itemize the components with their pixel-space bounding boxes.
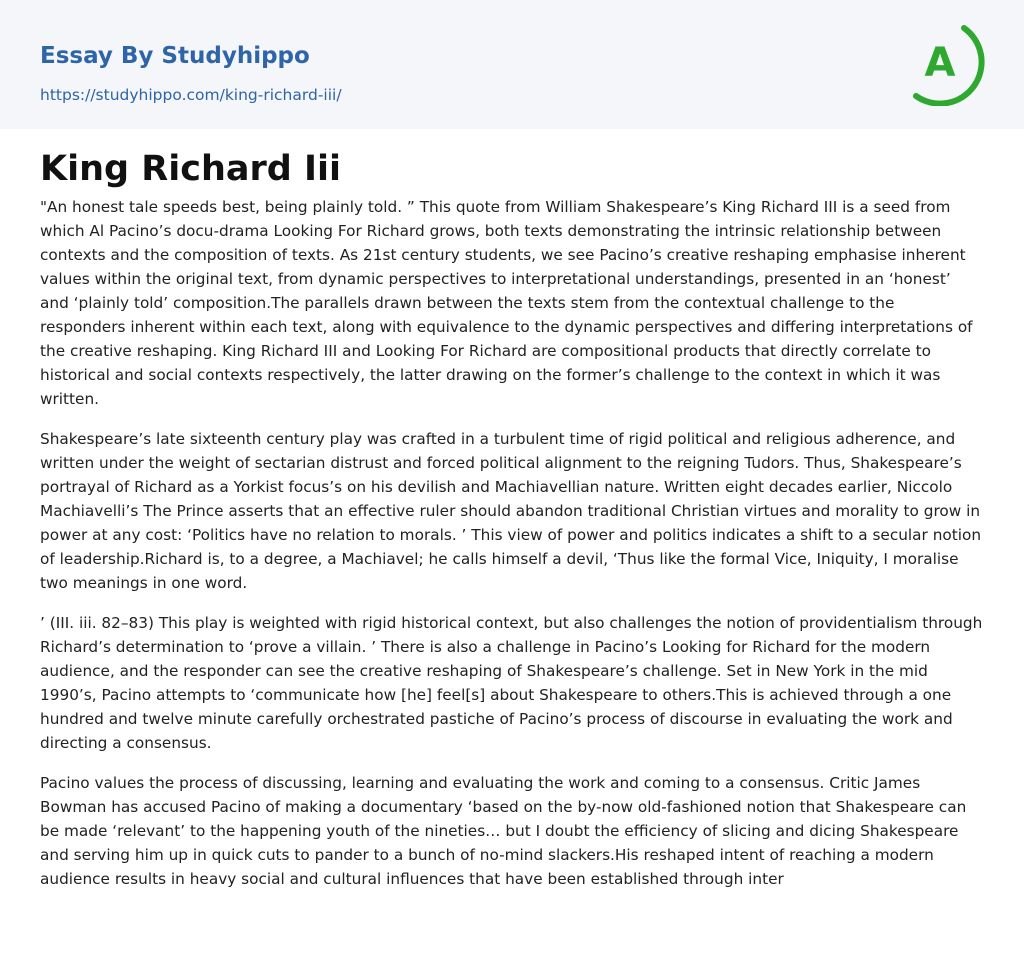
essay-paragraph-3: ’ (III. iii. 82–83) This play is weighted with rigid historical context, but also challenges the notion of providentialism through Richard’s determination to ‘prove a villain. ’ There is also a challenge in Pacino’s Looking for Richard for the modern audience, and the responder can see the creative reshaping of Shakespeare’s challenge. Set in New York in the mid 1990’s, Pacino attempts to ‘communicate how [he] feel[s] about Shakespeare to others.This is achieved through a one hundred and twelve minute carefully orchestrated pastiche of Pacino’s process of discourse in evaluating the work and directing a consensus. <box>40 614 983 752</box>
essay-paragraph-1: "An honest tale speeds best, being plainly told. ” This quote from William Shakespeare’s King Richard III is a seed from which Al Pacino’s docu-drama Looking For Richard grows, both texts demonstrating the intrinsic relationship between contexts and the composition of texts. As 21st century students, we see Pacino’s creative reshaping emphasise inherent values within the original text, from dynamic perspectives to interpretational understandings, presented in an ‘honest’ and ‘plainly told’ composition.The parallels drawn between the texts stem from the contextual challenge to the responders inherent within each text, along with equivalence to the dynamic perspectives and differing interpretations of the creative reshaping. King Richard III and Looking For Richard are compositional products that directly correlate to historical and social contexts respectively, the latter drawing on the former’s challenge to the context in which it was written. <box>40 198 973 408</box>
logo-letter: A <box>924 40 956 86</box>
source-url-link[interactable]: https://studyhippo.com/king-richard-iii/ <box>40 86 342 104</box>
essay-title: King Richard Iii <box>40 149 342 189</box>
essay-paragraph-2: Shakespeare’s late sixteenth century play was crafted in a turbulent time of rigid political and religious adherence, and written under the weight of sectarian distrust and forced political alignment to the reigning Tudors. Thus, Shakespeare’s portrayal of Richard as a Yorkist focus’s on his devilish and Machiavellian nature. Written eight decades earlier, Niccolo Machiavelli’s The Prince asserts that an effective ruler should abandon traditional Christian virtues and morality to grow in power at any cost: ‘Politics have no relation to morals. ’ This view of power and politics indicates a shift to a secular notion of leadership.Richard is, to a degree, a Machiavel; he calls himself a devil, ‘Thus like the formal Vice, Iniquity, I moralise two meanings in one word. <box>40 430 982 592</box>
essay-paragraph-4: Pacino values the process of discussing, learning and evaluating the work and coming to a consensus. Critic James Bowman has accused Pacino of making a documentary ‘based on the by-now old-fashioned notion that Shakespeare can be made ‘relevant’ to the happening youth of the nineties… but I doubt the efficiency of slicing and dicing Shakespeare and serving him up in quick cuts to pander to a bunch of no-mind slackers.His reshaped intent of reaching a modern audience results in heavy social and cultural influences that have been established through inter <box>40 774 967 888</box>
studyhippo-logo-icon[interactable] <box>898 18 986 106</box>
site-header <box>0 0 1024 129</box>
essay-content <box>0 147 1024 891</box>
brand-title: Essay By Studyhippo <box>40 43 310 69</box>
